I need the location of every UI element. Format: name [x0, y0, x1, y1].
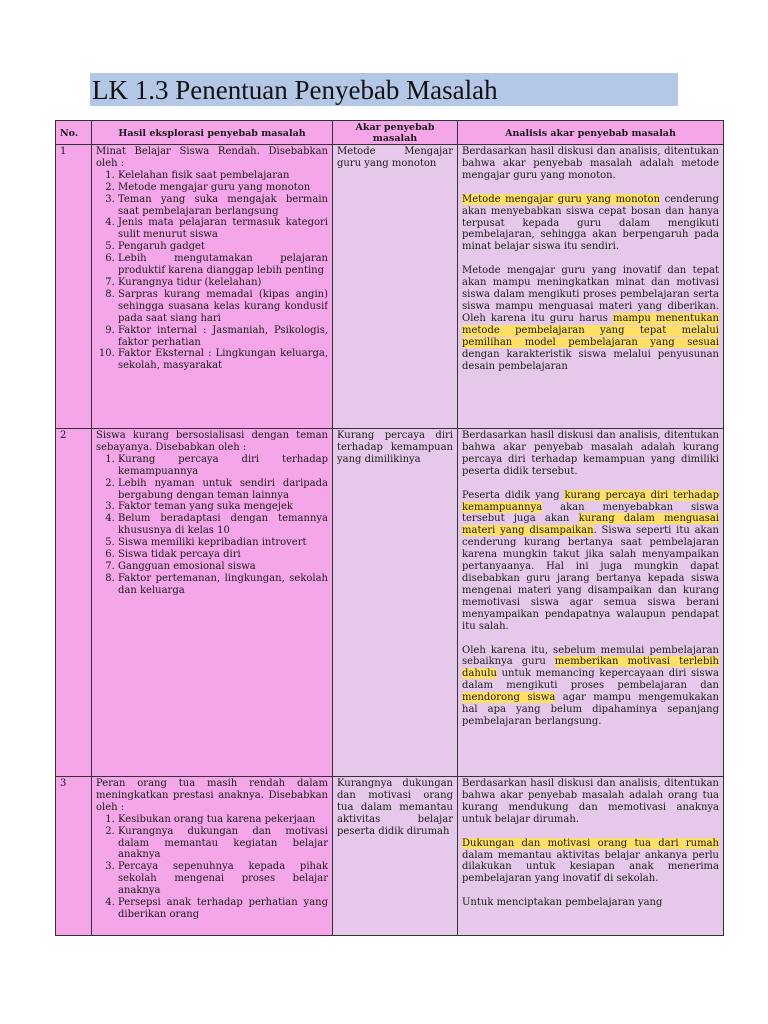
list-item: 8. Faktor pertemanan, lingkungan, sekolah dan keluarga	[118, 573, 328, 597]
page-title: LK 1.3 Penentuan Penyebab Masalah	[92, 75, 498, 105]
list-item: 2. Kurangnya dukungan dan motivasi dalam memantau kegiatan belajar anaknya	[118, 826, 328, 862]
cause-exploration-cell	[92, 777, 333, 936]
list-item: 1. Kurang percaya diri terhadap kemampuannya	[118, 454, 328, 478]
analysis-text: Metode mengajar guru yang inovatif dan tepat akan mampu meningkatkan minat dan motivasi siswa dalam mengikuti proses pembelajaran serta siswa mampu menguasai materi yang diberikan. Oleh karena itu guru harus	[462, 265, 719, 324]
analysis-text: dengan karakteristik siswa melalui penyusunan desain pembelajaran	[462, 348, 719, 372]
cause-exploration-cell	[92, 145, 333, 429]
row-number: 1	[56, 145, 92, 429]
analysis-text: . Siswa seperti itu akan cenderung kurang bertanya saat pembelajaran karena mungkin takut jika salah menyampaikan pertanyaanya. Hal ini juga mungkin dapat disebabkan guru jarang bertanya kepada siswa mengenai materi yang disampaikan dan kurang memotivasi siswa agar semua siswa berani menyampaikan pendapatnya walaupun pendapat itu salah.	[462, 525, 719, 632]
highlight: kurang percaya diri terhadap kemampuannya	[462, 489, 719, 513]
list-item: 4. Jenis mata pelajaran termasuk kategori sulit menurut siswa	[118, 217, 328, 241]
table-row	[56, 429, 724, 777]
analysis-paragraph	[462, 645, 719, 728]
root-cause-cell	[333, 429, 458, 777]
header-akar: Akar penyebab masalah	[333, 121, 458, 145]
root-cause-text: Kurangnya dukungan dan motivasi orang tua dalam memantau aktivitas belajar peserta didik dirumah	[337, 778, 453, 837]
cause-intro: Minat Belajar Siswa Rendah. Disebabkan oleh :	[96, 146, 328, 169]
analysis-paragraph: Berdasarkan hasil diskusi dan analisis, ditentukan bahwa akar penyebab masalah adalah metode mengajar guru yang monoton.	[462, 146, 719, 181]
list-item: 2. Metode mengajar guru yang monoton	[118, 182, 328, 194]
row-number: 2	[56, 429, 92, 777]
list-item: 7. Gangguan emosional siswa	[118, 561, 328, 573]
analysis-paragraph	[462, 838, 719, 886]
list-item: 4. Persepsi anak terhadap perhatian yang diberikan orang	[118, 897, 328, 921]
analysis-text: agar mampu mengemukakan hal apa yang belum dipahaminya sepanjang pembelajaran berlangsung.	[462, 692, 719, 727]
list-item: 5. Pengaruh gadget	[118, 241, 328, 253]
root-cause-cell	[333, 145, 458, 429]
analysis-text: Oleh karena itu, sebelum memulai pembelajaran sebaiknya guru	[462, 644, 719, 668]
header-no: No.	[56, 121, 92, 145]
cause-list	[96, 814, 328, 921]
list-item: 10. Faktor Eksternal : Lingkungan keluarga, sekolah, masyarakat	[118, 348, 328, 372]
list-item: 6. Siswa tidak percaya diri	[118, 549, 328, 561]
row-number: 3	[56, 777, 92, 936]
list-item: 1. Kesibukan orang tua karena pekerjaan	[118, 814, 328, 826]
analysis-paragraph: Untuk menciptakan pembelajaran yang	[462, 897, 663, 909]
list-item: 5. Siswa memiliki kepribadian introvert	[118, 537, 328, 549]
cause-exploration-cell	[92, 429, 333, 777]
list-item: 8. Sarpras kurang memadai (kipas angin) sehingga suasana kelas kurang kondusif pada saat siang hari	[118, 289, 328, 325]
header-hasil: Hasil eksplorasi penyebab masalah	[92, 121, 333, 145]
analysis-paragraph: Berdasarkan hasil diskusi dan analisis, ditentukan bahwa akar penyebab masalah adalah kurang percaya diri terhadap kemampuan yang dimiliki peserta didik tersebut.	[462, 430, 719, 477]
list-item: 6. Lebih mengutamakan pelajaran produktif karena dianggap lebih penting	[118, 253, 328, 277]
header-analisis: Analisis akar penyebab masalah	[458, 121, 724, 145]
highlight: mendorong siswa	[462, 692, 556, 704]
list-item: 9. Faktor internal : Jasmaniah, Psikologis, faktor perhatian	[118, 325, 328, 349]
highlight: Metode mengajar guru yang monoton	[462, 193, 661, 205]
table-header-row	[56, 121, 724, 145]
analysis-text: cenderung akan menyebabkan siswa cepat bosan dan hanya terpusat kepada guru dalam mengikuti pembelajaran, sehingga akan berpengaruh pada minat belajar siswa itu sendiri.	[462, 193, 719, 253]
highlight: Dukungan dan motivasi orang tua dari rumah	[462, 837, 719, 849]
root-cause-text: Metode Mengajar guru yang monoton	[337, 146, 453, 169]
analysis-text: akan menyebabkan siswa tersebut juga akan	[462, 501, 719, 525]
analysis-paragraph	[462, 490, 719, 633]
table-row	[56, 777, 724, 936]
list-item: 1. Kelelahan fisik saat pembelajaran	[118, 170, 328, 182]
cause-intro: Peran orang tua masih rendah dalam meningkatkan prestasi anaknya. Disebabkan oleh :	[96, 778, 328, 813]
list-item: 3. Teman yang suka mengajak bermain saat pembelajaran berlangsung	[118, 194, 328, 218]
list-item: 3. Percaya sepenuhnya kepada pihak sekolah mengenai proses belajar anaknya	[118, 861, 328, 897]
analysis-paragraph: Berdasarkan hasil diskusi dan analisis, ditentukan bahwa akar penyebab masalah adalah orang tua kurang mendukung dan memotivasi anaknya untuk belajar dirumah.	[462, 778, 719, 825]
analysis-cell	[458, 777, 724, 936]
analysis-paragraph	[462, 194, 719, 254]
cause-analysis-table	[55, 120, 724, 936]
analysis-text: untuk memancing kepercayaan diri siswa dalam mengikuti proses pembelajaran dan	[462, 668, 719, 692]
list-item: 4. Belum beradaptasi dengan temannya khususnya di kelas 10	[118, 513, 328, 537]
table-row	[56, 145, 724, 429]
analysis-text: Peserta didik yang	[462, 489, 565, 501]
root-cause-cell	[333, 777, 458, 936]
analysis-cell	[458, 429, 724, 777]
root-cause-text: Kurang percaya diri terhadap kemampuan yang dimilikinya	[337, 430, 453, 465]
highlight: memberikan motivasi terlebih dahulu	[462, 656, 719, 680]
list-item: 3. Faktor teman yang suka mengejek	[118, 501, 328, 513]
cause-intro: Siswa kurang bersosialisasi dengan teman sebayanya. Disebabkan oleh :	[96, 430, 328, 453]
cause-list	[96, 454, 328, 597]
highlight: mampu menentukan metode pembelajaran yang tepat melalui pemilihan model pembelajaran yang sesuai	[462, 312, 719, 348]
analysis-text: dalam memantau aktivitas belajar ankanya perlu dilakukan untuk kesiapan anak menerima pembelajaran yang inovatif di sekolah.	[462, 849, 719, 885]
highlight: kurang dalam menguasai materi yang disampaikan	[462, 513, 719, 537]
list-item: 7. Kurangnya tidur (kelelahan)	[118, 277, 328, 289]
cause-list	[96, 170, 328, 372]
list-item: 2. Lebih nyaman untuk sendiri daripada bergabung dengan teman lainnya	[118, 478, 328, 502]
analysis-cell	[458, 145, 724, 429]
analysis-paragraph	[462, 265, 719, 372]
